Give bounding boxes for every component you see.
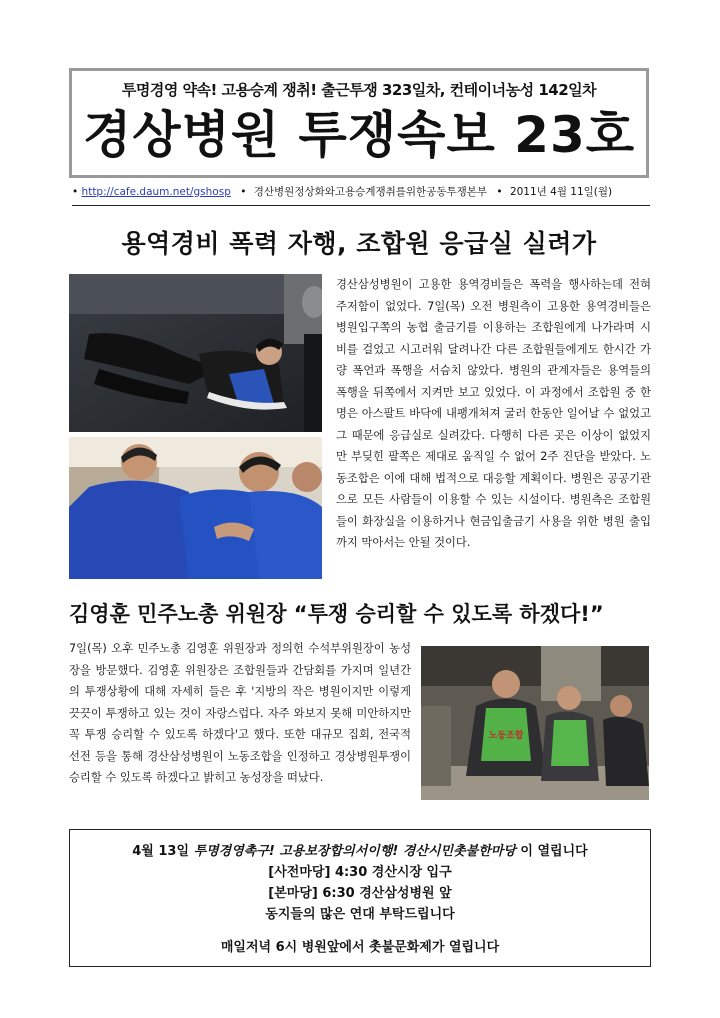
article2-body: 7일(목) 오후 민주노총 김영훈 위원장과 정의헌 수석부위원장이 농성장을 방문했다. 김영훈 위원장은 조합원들과 간담회를 가지며 일년간의 투쟁상황에 대해 자세히 들은 후 '지방의 작은 병원이지만 이렇게 끗끗이 투쟁하고 있는 것이 자랑스럽다. 자주 와보지 못해 미안하지만 꼭 투쟁 승리할 수 있도록 하겠다'고 했다. 또한 대규모 집회, 전국적 선전 등을 통해 경산삼성병원이 노동조합을 인정하고 경상병원투쟁이 승리할 수 있도록 하겠다고 밝히고 농성장을 떠났다. bbox=[69, 642, 411, 784]
photo-union-meeting bbox=[421, 646, 649, 800]
article2-headline: 김영훈 민주노총 위원장 “투쟁 승리할 수 있도록 하겠다!” bbox=[69, 602, 604, 626]
info-bar bbox=[72, 184, 650, 204]
photo-members-scuffle bbox=[69, 437, 322, 579]
pre-event-line: [사전마당] 4:30 경산시장 입구 bbox=[268, 865, 452, 880]
cafe-link[interactable]: http://cafe.daum.net/gshosp bbox=[81, 185, 231, 198]
photo-injured-member bbox=[69, 274, 322, 432]
event-date: 4월 13일 bbox=[132, 844, 190, 859]
article1-headline: 용역경비 폭력 자행, 조합원 응급실 실려가 bbox=[121, 229, 597, 258]
masthead-subtitle: 투명경영 약속! 고용승계 쟁취! 출근투쟁 323일차, 컨테이너농성 142일차 bbox=[121, 81, 597, 99]
main-event-line: [본마당] 6:30 경산삼성병원 앞 bbox=[268, 886, 452, 901]
bullet-icon: • bbox=[496, 185, 503, 198]
notice-line-1 bbox=[70, 840, 650, 859]
event-suffix: 이 열립니다 bbox=[520, 844, 588, 859]
nightly-event-line: 매일저녁 6시 병원앞에서 촛불문화제가 열립니다 bbox=[220, 940, 500, 955]
newsletter-title: 경상병원 투쟁속보 23호 bbox=[82, 106, 636, 164]
article1-body: 경산삼성병원이 고용한 용역경비들은 폭력을 행사하는데 전혀 주저함이 없었다. 7일(목) 오전 병원측이 고용한 용역경비들은 병원입구쪽의 농협 출금기를 이용하는 조합원에게 나가라며 시비를 걸었고 시고러워 달려나간 다른 조합원들에게도 한시간 가량 폭언과 폭행을 서슴치 않았다. 병원의 관계자들은 용역들의 폭행을 뒤쪽에서 지켜만 보고 있었다. 이 과정에서 조합원 중 한명은 아스팔트 바닥에 내팽개쳐져 굴러 한동안 일어날 수 없었고 그 때문에 응급실로 실려갔다. 다행히 다른 곳은 이상이 없었지만 부딪힌 팔쪽은 제대로 움직일 수 없어 2주 진단을 받았다. 노동조합은 이에 대해 법적으로 대응할 계획이다. 병원은 공공기관으로 모든 사람들이 이용할 수 있는 시설이다. 병원측은 조합원들이 화장실을 이용하거나 현금입출금기 사용을 위한 병원 출입까지 막아서는 안될 것이다. bbox=[336, 278, 651, 549]
appeal-line: 동지들의 많은 연대 부탁드립니다 bbox=[265, 907, 455, 922]
masthead bbox=[69, 68, 649, 178]
event-notice bbox=[69, 829, 651, 967]
vest-label: 노동조합 bbox=[488, 731, 524, 741]
organization-name: 경산병원정상화와고용승계쟁취를위한공동투쟁본부 bbox=[253, 186, 488, 198]
issue-date: 2011년 4월 11일(월) bbox=[509, 186, 613, 198]
event-name: 투명경영촉구! 고용보장합의서이행! 경산시민촛불한마당 bbox=[193, 844, 516, 859]
divider bbox=[72, 205, 650, 206]
bullet-icon: • bbox=[240, 185, 247, 198]
bullet-icon: • bbox=[72, 185, 79, 198]
